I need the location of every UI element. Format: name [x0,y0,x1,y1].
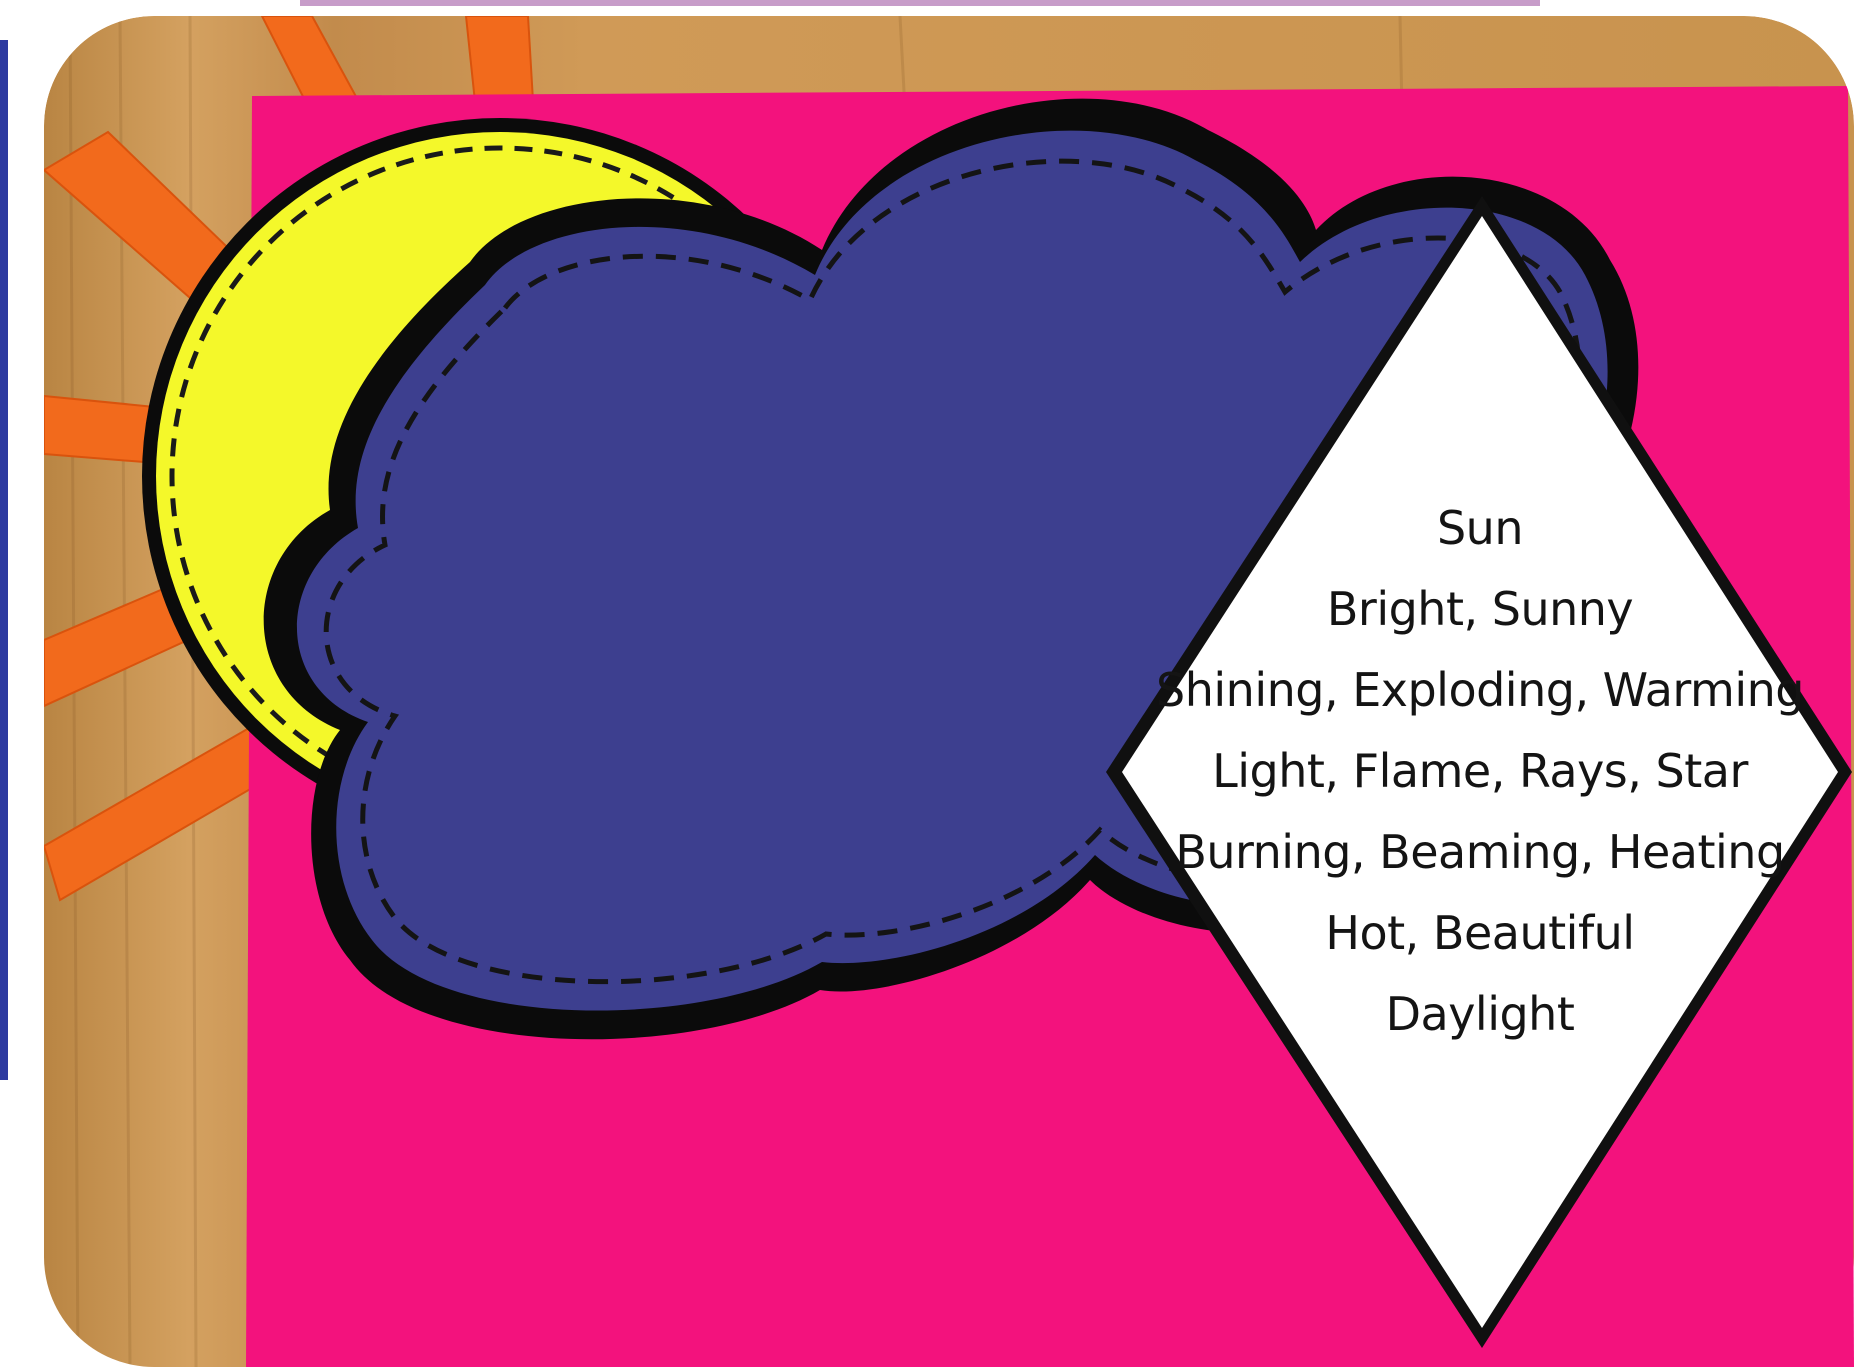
top-edge-strip [300,0,1540,6]
poem-line-4: Light, Flame, Rays, Star [1212,744,1748,798]
poem-line-1: Sun [1436,501,1523,555]
poem-line-6: Hot, Beautiful [1325,906,1635,960]
poem-line-2: Bright, Sunny [1326,582,1634,636]
poem-text [1110,488,1850,1055]
left-edge-strip [0,40,8,1080]
poem-line-3: Shining, Exploding, Warming [1156,663,1804,717]
poem-line-7: Daylight [1385,987,1575,1041]
poem-line-5: Burning, Beaming, Heating [1175,825,1785,879]
